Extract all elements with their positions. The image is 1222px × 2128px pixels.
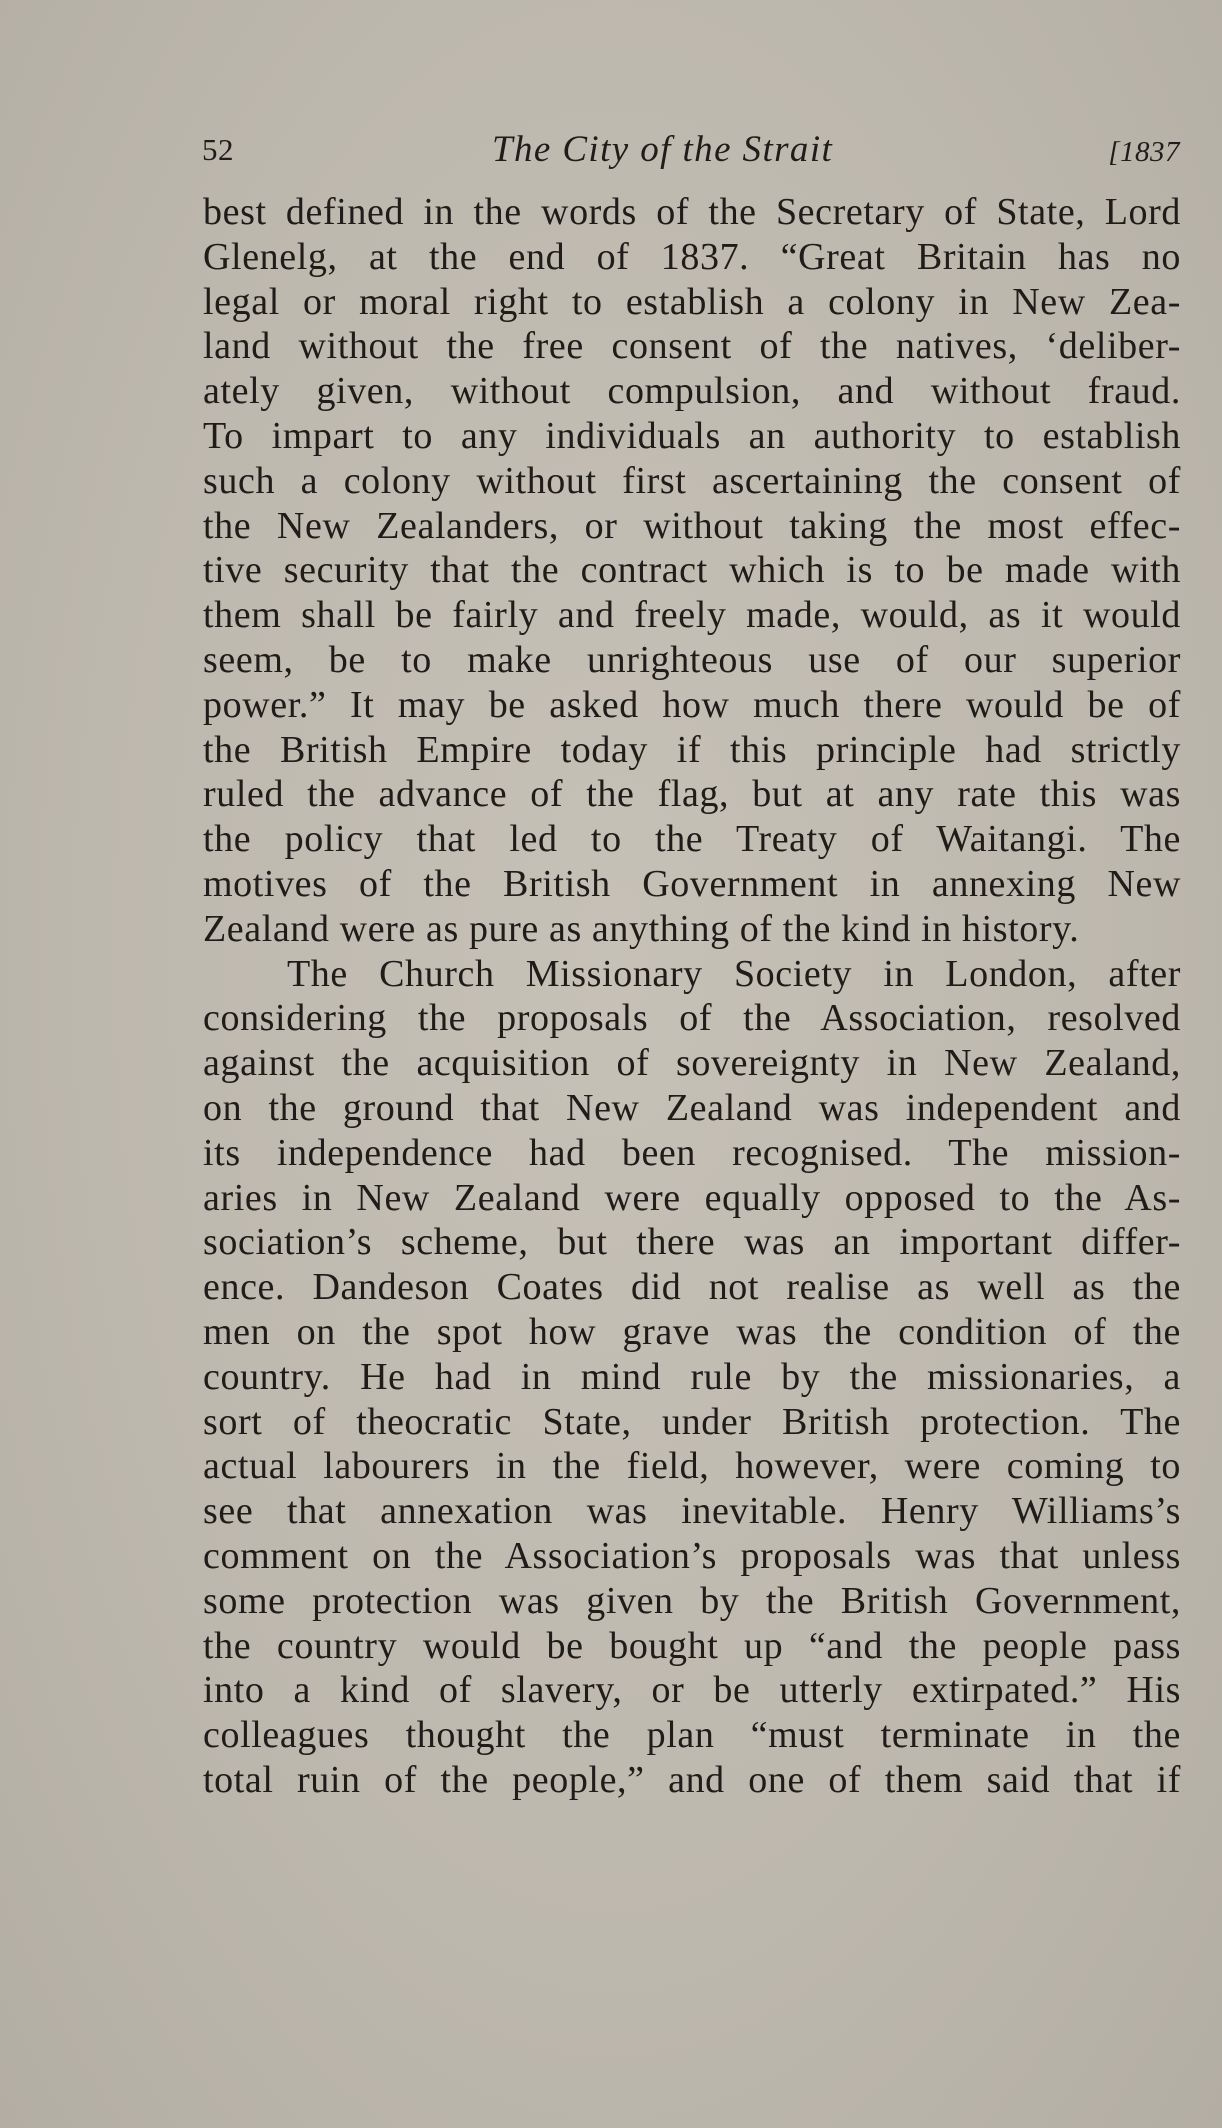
text-line: the New Zealanders, or without taking the most effec-	[203, 504, 1181, 547]
text-line: seem, be to make unrighteous use of our superior	[203, 638, 1181, 681]
running-head	[202, 128, 1180, 178]
text-line: power.” It may be asked how much there would be of	[203, 683, 1181, 726]
text-line: men on the spot how grave was the condition of the	[203, 1310, 1181, 1353]
text-line: on the ground that New Zealand was independent and	[203, 1086, 1181, 1129]
text-line: the British Empire today if this principle had strictly	[203, 728, 1181, 771]
text-line: sociation’s scheme, but there was an important differ-	[203, 1221, 1181, 1264]
text-line: Glenelg, at the end of 1837. “Great Britain has no	[203, 235, 1181, 278]
running-year: [1837	[1108, 136, 1180, 168]
text-line: the country would be bought up “and the people pass	[203, 1624, 1181, 1667]
text-line: ately given, without compulsion, and without fraud.	[203, 370, 1181, 413]
text-line: motives of the British Government in annexing New	[203, 862, 1181, 905]
paragraph-end-line: Zealand were as pure as anything of the kind in history.	[203, 907, 1080, 950]
text-line: some protection was given by the British Government,	[203, 1579, 1181, 1622]
text-line: colleagues thought the plan “must terminate in the	[203, 1714, 1181, 1757]
text-line: them shall be fairly and freely made, would, as it would	[203, 594, 1181, 637]
paragraph-start-line: The Church Missionary Society in London, after	[287, 952, 1181, 995]
text-line: total ruin of the people,” and one of them said that if	[203, 1758, 1181, 1801]
text-line: the policy that led to the Treaty of Waitangi. The	[203, 818, 1181, 861]
text-line: sort of theocratic State, under British protection. The	[203, 1400, 1181, 1443]
running-title: The City of the Strait	[492, 129, 834, 170]
text-line: see that annexation was inevitable. Henry Williams’s	[203, 1490, 1181, 1533]
text-line: ruled the advance of the flag, but at any rate this was	[203, 773, 1181, 816]
text-line: its independence had been recognised. The mission-	[203, 1131, 1181, 1174]
text-line: tive security that the contract which is to be made with	[203, 549, 1181, 592]
text-line: ence. Dandeson Coates did not realise as well as the	[203, 1266, 1181, 1309]
text-line: against the acquisition of sovereignty in New Zealand,	[203, 1042, 1181, 1085]
text-line: actual labourers in the field, however, were coming to	[203, 1445, 1181, 1488]
text-line: comment on the Association’s proposals was that unless	[203, 1534, 1181, 1577]
text-line: such a colony without first ascertaining the consent of	[203, 459, 1181, 502]
text-line: aries in New Zealand were equally opposed to the As-	[203, 1176, 1181, 1219]
text-line: into a kind of slavery, or be utterly extirpated.” His	[203, 1669, 1181, 1712]
page-number: 52	[202, 132, 234, 167]
text-line: legal or moral right to establish a colony in New Zea-	[203, 280, 1181, 323]
text-line: best defined in the words of the Secretary of State, Lord	[203, 191, 1181, 233]
text-line: land without the free consent of the natives, ‘deliber-	[203, 325, 1181, 368]
text-line: considering the proposals of the Association, resolved	[203, 997, 1181, 1040]
text-line: country. He had in mind rule by the missionaries, a	[203, 1355, 1181, 1398]
body-text	[203, 190, 1181, 1803]
text-line: To impart to any individuals an authority to establish	[203, 414, 1181, 457]
